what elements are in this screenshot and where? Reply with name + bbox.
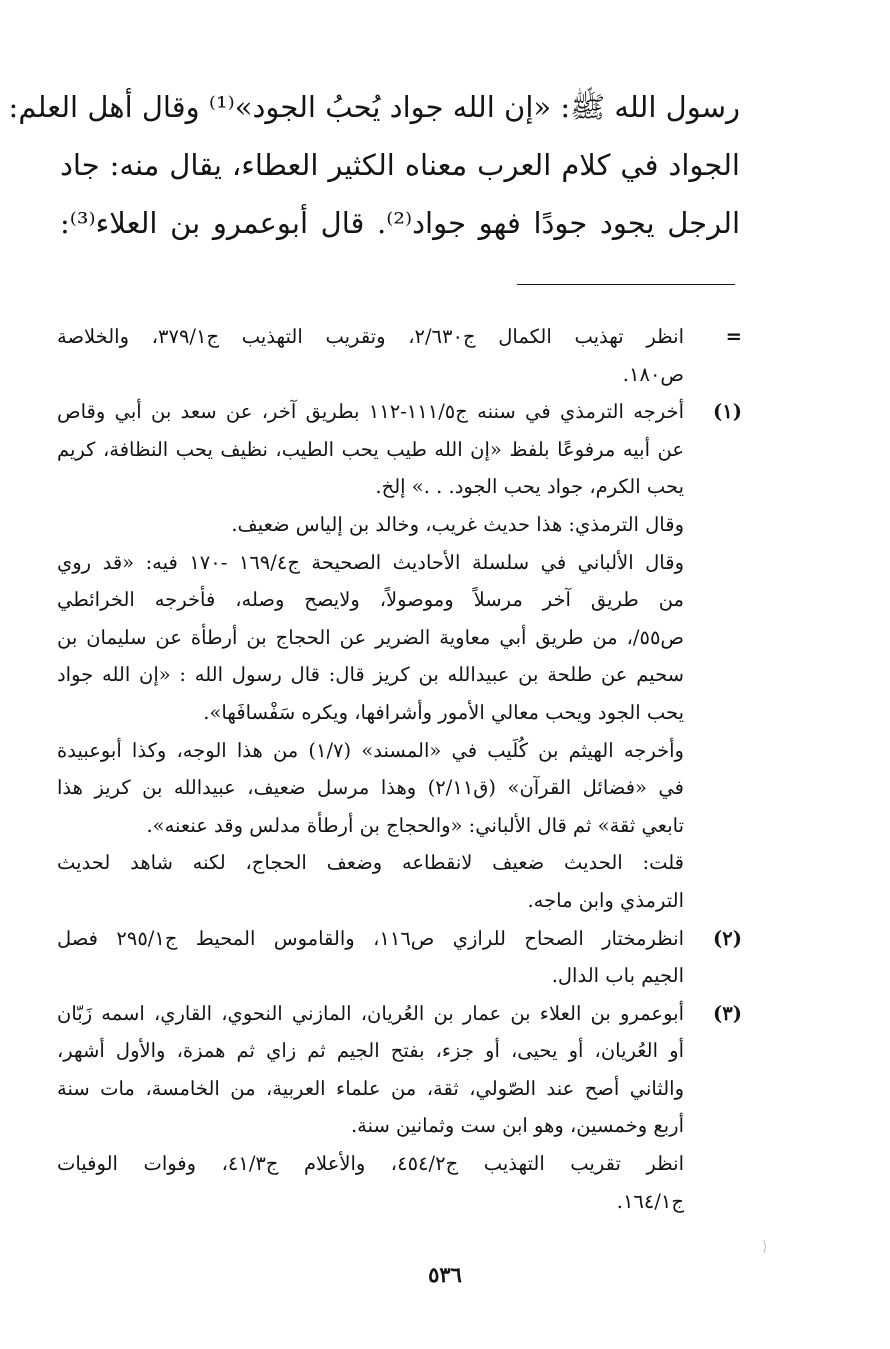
footnote-continuation xyxy=(57,318,742,393)
footnotes xyxy=(57,318,742,1220)
footnote-3 xyxy=(57,995,742,1221)
footnote-line: وأخرجه الهيثم بن كُلَيب في «المسند» (١/٧) من هذا الوجه، وكذا أبوعبيدة xyxy=(57,738,684,762)
footnote-line: أبوعمرو بن العلاء بن عمار بن العُريان، المازني النحوي، القاري، اسمه زَبّان xyxy=(57,1001,684,1025)
footnote-line: أو العُريان، أو يحيى، أو جزء، بفتح الجيم ثم زاي ثم همزة، والأول أشهر، xyxy=(57,1039,684,1063)
footnote-2 xyxy=(57,920,742,995)
footnote-line: في «فضائل القرآن» (ق٢/١١) وهذا مرسل ضعيف، عبيدالله بن كريز هذا xyxy=(57,776,684,800)
main-text xyxy=(8,78,741,252)
page-number: ٥٣٦ xyxy=(428,1262,462,1287)
footnote-line: يحب الكرم، جواد يحب الجود. . .» إلخ. xyxy=(375,475,684,499)
footnote-line: سحيم عن طلحة بن عبيدالله بن كريز قال: قال رسول الله : «إن الله جواد xyxy=(57,663,684,687)
footnote-line: وقال الترمذي: هذا حديث غريب، وخالد بن إلياس ضعيف. xyxy=(231,512,684,536)
footnote-line: انظر تقريب التهذيب ج٤٥٤/٢، والأعلام ج٤١/٣، وفوات الوفيات xyxy=(57,1152,685,1176)
scan-mark: ⟨ xyxy=(762,1239,768,1255)
footnote-separator xyxy=(517,284,735,285)
footnote-marker: (٢) xyxy=(713,926,742,950)
footnote-line: وقال الألباني في سلسلة الأحاديث الصحيحة ج١٦٩/٤ -١٧٠ فيه: «قد روي xyxy=(57,550,684,574)
footnote-line: تابعي ثقة» ثم قال الألباني: «والحجاج بن أرطأة مدلس وقد عنعنه». xyxy=(146,813,684,837)
main-text-line: الجواد في كلام العرب معناه الكثير العطاء، يقال منه: جاد xyxy=(60,148,740,182)
footnote-line: الترمذي وابن ماجه. xyxy=(527,888,684,912)
footnote-line: من طريق آخر مرسلاً وموصولاً، ولايصح وصله، فأخرجه الخرائطي xyxy=(57,588,684,612)
main-text-line: الرجل يجود جودًا فهو جواد⁽²⁾. قال أبوعمرو بن العلاء⁽³⁾: xyxy=(60,206,741,240)
footnote-marker: (١) xyxy=(713,400,742,424)
footnote-line: أربع وخمسين، وهو ابن ست وثمانين سنة. xyxy=(350,1114,684,1138)
footnote-line: يحب الجود ويحب معالي الأمور وأشرافها، ويكره سَفْسافَها». xyxy=(203,700,684,724)
footnote-line: انظرمختار الصحاح للرازي ص١١٦، والقاموس المحيط ج٢٩٥/١ فصل xyxy=(57,926,685,950)
footnote-line: الجيم باب الدال. xyxy=(551,964,684,988)
footnote-line: ص٥٥/، من طريق أبي معاوية الضرير عن الحجاج بن أرطأة عن سليمان بن xyxy=(57,625,684,649)
footnote-line: أخرجه الترمذي في سننه ج١١١/٥-١١٢ بطريق آخر، عن سعد بن أبي وقاص xyxy=(57,400,684,424)
footnote-marker: (٣) xyxy=(713,1001,742,1025)
footnote-marker: = xyxy=(725,325,742,348)
footnote-1 xyxy=(57,393,742,919)
footnote-line: ج١٦٤/١. xyxy=(616,1189,684,1213)
footnote-line: والثاني أصح عند الصّولي، ثقة، من علماء العربية، من الخامسة، مات سنة xyxy=(57,1076,684,1100)
footnote-line: انظر تهذيب الكمال ج٢/٦٣٠، وتقريب التهذيب ج٣٧٩/١، والخلاصة xyxy=(57,325,684,348)
footnote-line: قلت: الحديث ضعيف لانقطاعه وضعف الحجاج، لكنه شاهد لحديث xyxy=(57,851,684,875)
footnote-line: عن أبيه مرفوعًا بلفظ «إن الله طيب يحب الطيب، نظيف يحب النظافة، كريم xyxy=(57,437,684,461)
footnote-line: ص١٨٠. xyxy=(622,362,684,386)
main-text-line: رسول الله ﷺ: «إن الله جواد يُحبُ الجود»⁽¹⁾ وقال أهل العلم: xyxy=(8,90,740,124)
